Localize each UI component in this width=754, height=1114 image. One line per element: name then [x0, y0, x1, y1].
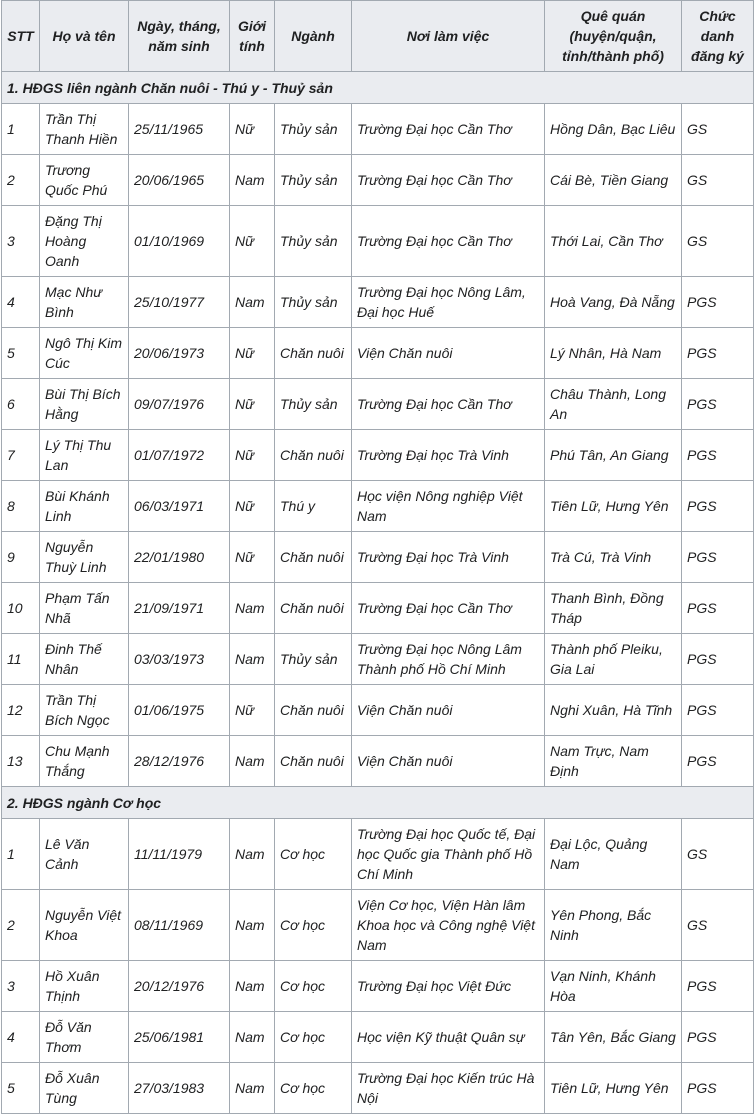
cell-dob: 21/09/1971: [129, 583, 230, 634]
cell-stt: 11: [2, 634, 40, 685]
cell-gender: Nam: [230, 1063, 275, 1114]
table-row: [2, 819, 754, 890]
cell-stt: 9: [2, 532, 40, 583]
cell-title: GS: [682, 819, 754, 890]
cell-title: PGS: [682, 328, 754, 379]
cell-title: PGS: [682, 1063, 754, 1114]
table-row: [2, 890, 754, 961]
cell-title: PGS: [682, 961, 754, 1012]
table-row: [2, 379, 754, 430]
cell-dob: 20/12/1976: [129, 961, 230, 1012]
header-stt: STT: [2, 1, 40, 72]
table-row: [2, 685, 754, 736]
cell-workplace: Trường Đại học Trà Vinh: [352, 430, 545, 481]
cell-field: Thủy sản: [275, 206, 352, 277]
cell-field: Cơ học: [275, 819, 352, 890]
header-name: Họ và tên: [40, 1, 129, 72]
cell-stt: 8: [2, 481, 40, 532]
cell-name: Đặng Thị Hoàng Oanh: [40, 206, 129, 277]
table-row: [2, 155, 754, 206]
cell-gender: Nữ: [230, 532, 275, 583]
cell-stt: 12: [2, 685, 40, 736]
cell-field: Thủy sản: [275, 155, 352, 206]
cell-name: Phạm Tấn Nhã: [40, 583, 129, 634]
cell-stt: 2: [2, 890, 40, 961]
cell-name: Bùi Thị Bích Hằng: [40, 379, 129, 430]
cell-workplace: Trường Đại học Trà Vinh: [352, 532, 545, 583]
cell-hometown: Thanh Bình, Đồng Tháp: [545, 583, 682, 634]
section-row: [2, 72, 754, 104]
cell-title: PGS: [682, 532, 754, 583]
header-gender: Giới tính: [230, 1, 275, 72]
cell-hometown: Yên Phong, Bắc Ninh: [545, 890, 682, 961]
cell-field: Thủy sản: [275, 634, 352, 685]
cell-stt: 6: [2, 379, 40, 430]
cell-name: Trần Thị Bích Ngọc: [40, 685, 129, 736]
cell-field: Chăn nuôi: [275, 583, 352, 634]
cell-workplace: Trường Đại học Nông Lâm, Đại học Huế: [352, 277, 545, 328]
table-row: [2, 736, 754, 787]
cell-gender: Nam: [230, 819, 275, 890]
cell-name: Đỗ Văn Thơm: [40, 1012, 129, 1063]
cell-gender: Nữ: [230, 379, 275, 430]
cell-name: Ngô Thị Kim Cúc: [40, 328, 129, 379]
cell-workplace: Trường Đại học Cần Thơ: [352, 206, 545, 277]
cell-gender: Nữ: [230, 481, 275, 532]
cell-gender: Nam: [230, 736, 275, 787]
cell-field: Cơ học: [275, 1063, 352, 1114]
section-row: [2, 787, 754, 819]
cell-field: Chăn nuôi: [275, 736, 352, 787]
cell-workplace: Viện Chăn nuôi: [352, 736, 545, 787]
cell-stt: 3: [2, 961, 40, 1012]
cell-field: Thủy sản: [275, 104, 352, 155]
cell-workplace: Viện Chăn nuôi: [352, 685, 545, 736]
cell-dob: 11/11/1979: [129, 819, 230, 890]
cell-gender: Nam: [230, 277, 275, 328]
cell-hometown: Tiên Lữ, Hưng Yên: [545, 481, 682, 532]
cell-stt: 1: [2, 819, 40, 890]
cell-name: Lý Thị Thu Lan: [40, 430, 129, 481]
cell-dob: 06/03/1971: [129, 481, 230, 532]
cell-workplace: Viện Chăn nuôi: [352, 328, 545, 379]
table-row: [2, 430, 754, 481]
cell-workplace: Viện Cơ học, Viện Hàn lâm Khoa học và Công nghệ Việt Nam: [352, 890, 545, 961]
cell-field: Cơ học: [275, 1012, 352, 1063]
cell-title: GS: [682, 206, 754, 277]
section-title: 2. HĐGS ngành Cơ học: [2, 787, 754, 819]
cell-name: Trần Thị Thanh Hiền: [40, 104, 129, 155]
cell-gender: Nữ: [230, 104, 275, 155]
section-title: 1. HĐGS liên ngành Chăn nuôi - Thú y - Thuỷ sản: [2, 72, 754, 104]
cell-dob: 20/06/1973: [129, 328, 230, 379]
cell-name: Chu Mạnh Thắng: [40, 736, 129, 787]
table-row: [2, 961, 754, 1012]
cell-dob: 27/03/1983: [129, 1063, 230, 1114]
cell-dob: 01/07/1972: [129, 430, 230, 481]
cell-stt: 2: [2, 155, 40, 206]
cell-title: PGS: [682, 481, 754, 532]
header-title: Chức danh đăng ký: [682, 1, 754, 72]
cell-title: PGS: [682, 736, 754, 787]
table-row: [2, 481, 754, 532]
cell-workplace: Học viện Nông nghiệp Việt Nam: [352, 481, 545, 532]
cell-hometown: Thới Lai, Cần Thơ: [545, 206, 682, 277]
cell-gender: Nam: [230, 155, 275, 206]
cell-hometown: Đại Lộc, Quảng Nam: [545, 819, 682, 890]
cell-hometown: Hồng Dân, Bạc Liêu: [545, 104, 682, 155]
cell-title: PGS: [682, 634, 754, 685]
cell-stt: 3: [2, 206, 40, 277]
cell-title: PGS: [682, 430, 754, 481]
header-hometown: Quê quán (huyện/quận, tỉnh/thành phố): [545, 1, 682, 72]
cell-gender: Nam: [230, 961, 275, 1012]
cell-dob: 01/06/1975: [129, 685, 230, 736]
table-row: [2, 583, 754, 634]
cell-gender: Nữ: [230, 685, 275, 736]
cell-gender: Nam: [230, 634, 275, 685]
cell-title: PGS: [682, 685, 754, 736]
cell-gender: Nữ: [230, 206, 275, 277]
cell-workplace: Trường Đại học Cần Thơ: [352, 155, 545, 206]
cell-field: Cơ học: [275, 961, 352, 1012]
cell-field: Chăn nuôi: [275, 328, 352, 379]
table-body: [2, 72, 754, 1114]
cell-field: Chăn nuôi: [275, 685, 352, 736]
cell-field: Cơ học: [275, 890, 352, 961]
cell-title: PGS: [682, 583, 754, 634]
cell-dob: 22/01/1980: [129, 532, 230, 583]
cell-name: Đỗ Xuân Tùng: [40, 1063, 129, 1114]
cell-field: Thủy sản: [275, 379, 352, 430]
cell-dob: 25/11/1965: [129, 104, 230, 155]
cell-name: Trương Quốc Phú: [40, 155, 129, 206]
table-row: [2, 1063, 754, 1114]
cell-workplace: Học viện Kỹ thuật Quân sự: [352, 1012, 545, 1063]
table-row: [2, 104, 754, 155]
cell-hometown: Nghi Xuân, Hà Tĩnh: [545, 685, 682, 736]
cell-hometown: Lý Nhân, Hà Nam: [545, 328, 682, 379]
cell-dob: 09/07/1976: [129, 379, 230, 430]
cell-name: Mạc Như Bình: [40, 277, 129, 328]
cell-stt: 4: [2, 1012, 40, 1063]
header-field: Ngành: [275, 1, 352, 72]
cell-name: Hồ Xuân Thịnh: [40, 961, 129, 1012]
cell-workplace: Trường Đại học Việt Đức: [352, 961, 545, 1012]
cell-dob: 25/06/1981: [129, 1012, 230, 1063]
table-row: [2, 532, 754, 583]
header-workplace: Nơi làm việc: [352, 1, 545, 72]
table-row: [2, 277, 754, 328]
cell-workplace: Trường Đại học Kiến trúc Hà Nội: [352, 1063, 545, 1114]
cell-name: Lê Văn Cảnh: [40, 819, 129, 890]
cell-title: GS: [682, 104, 754, 155]
candidate-table: [1, 0, 754, 1114]
cell-dob: 01/10/1969: [129, 206, 230, 277]
cell-workplace: Trường Đại học Quốc tế, Đại học Quốc gia Thành phố Hồ Chí Minh: [352, 819, 545, 890]
table-header-row: [2, 1, 754, 72]
cell-name: Nguyễn Việt Khoa: [40, 890, 129, 961]
cell-hometown: Cái Bè, Tiền Giang: [545, 155, 682, 206]
cell-workplace: Trường Đại học Cần Thơ: [352, 379, 545, 430]
cell-workplace: Trường Đại học Nông Lâm Thành phố Hồ Chí Minh: [352, 634, 545, 685]
cell-stt: 10: [2, 583, 40, 634]
cell-title: PGS: [682, 277, 754, 328]
cell-name: Bùi Khánh Linh: [40, 481, 129, 532]
cell-hometown: Trà Cú, Trà Vinh: [545, 532, 682, 583]
cell-gender: Nam: [230, 890, 275, 961]
cell-dob: 20/06/1965: [129, 155, 230, 206]
cell-hometown: Châu Thành, Long An: [545, 379, 682, 430]
cell-name: Nguyễn Thuỳ Linh: [40, 532, 129, 583]
cell-title: GS: [682, 890, 754, 961]
table-row: [2, 328, 754, 379]
cell-field: Thủy sản: [275, 277, 352, 328]
cell-workplace: Trường Đại học Cần Thơ: [352, 583, 545, 634]
cell-gender: Nữ: [230, 328, 275, 379]
cell-gender: Nữ: [230, 430, 275, 481]
table-row: [2, 634, 754, 685]
cell-field: Chăn nuôi: [275, 430, 352, 481]
table-row: [2, 1012, 754, 1063]
cell-dob: 03/03/1973: [129, 634, 230, 685]
cell-field: Chăn nuôi: [275, 532, 352, 583]
cell-dob: 28/12/1976: [129, 736, 230, 787]
cell-gender: Nam: [230, 1012, 275, 1063]
cell-hometown: Nam Trực, Nam Định: [545, 736, 682, 787]
table-row: [2, 206, 754, 277]
cell-title: GS: [682, 155, 754, 206]
header-dob: Ngày, tháng, năm sinh: [129, 1, 230, 72]
cell-hometown: Phú Tân, An Giang: [545, 430, 682, 481]
cell-hometown: Tân Yên, Bắc Giang: [545, 1012, 682, 1063]
cell-title: PGS: [682, 379, 754, 430]
cell-field: Thú y: [275, 481, 352, 532]
cell-stt: 5: [2, 1063, 40, 1114]
cell-stt: 4: [2, 277, 40, 328]
cell-hometown: Hoà Vang, Đà Nẵng: [545, 277, 682, 328]
cell-hometown: Tiên Lữ, Hưng Yên: [545, 1063, 682, 1114]
cell-workplace: Trường Đại học Cần Thơ: [352, 104, 545, 155]
cell-stt: 5: [2, 328, 40, 379]
cell-title: PGS: [682, 1012, 754, 1063]
cell-hometown: Vạn Ninh, Khánh Hòa: [545, 961, 682, 1012]
cell-name: Đinh Thế Nhân: [40, 634, 129, 685]
cell-stt: 13: [2, 736, 40, 787]
cell-dob: 08/11/1969: [129, 890, 230, 961]
cell-stt: 1: [2, 104, 40, 155]
cell-hometown: Thành phố Pleiku, Gia Lai: [545, 634, 682, 685]
cell-dob: 25/10/1977: [129, 277, 230, 328]
cell-gender: Nam: [230, 583, 275, 634]
cell-stt: 7: [2, 430, 40, 481]
